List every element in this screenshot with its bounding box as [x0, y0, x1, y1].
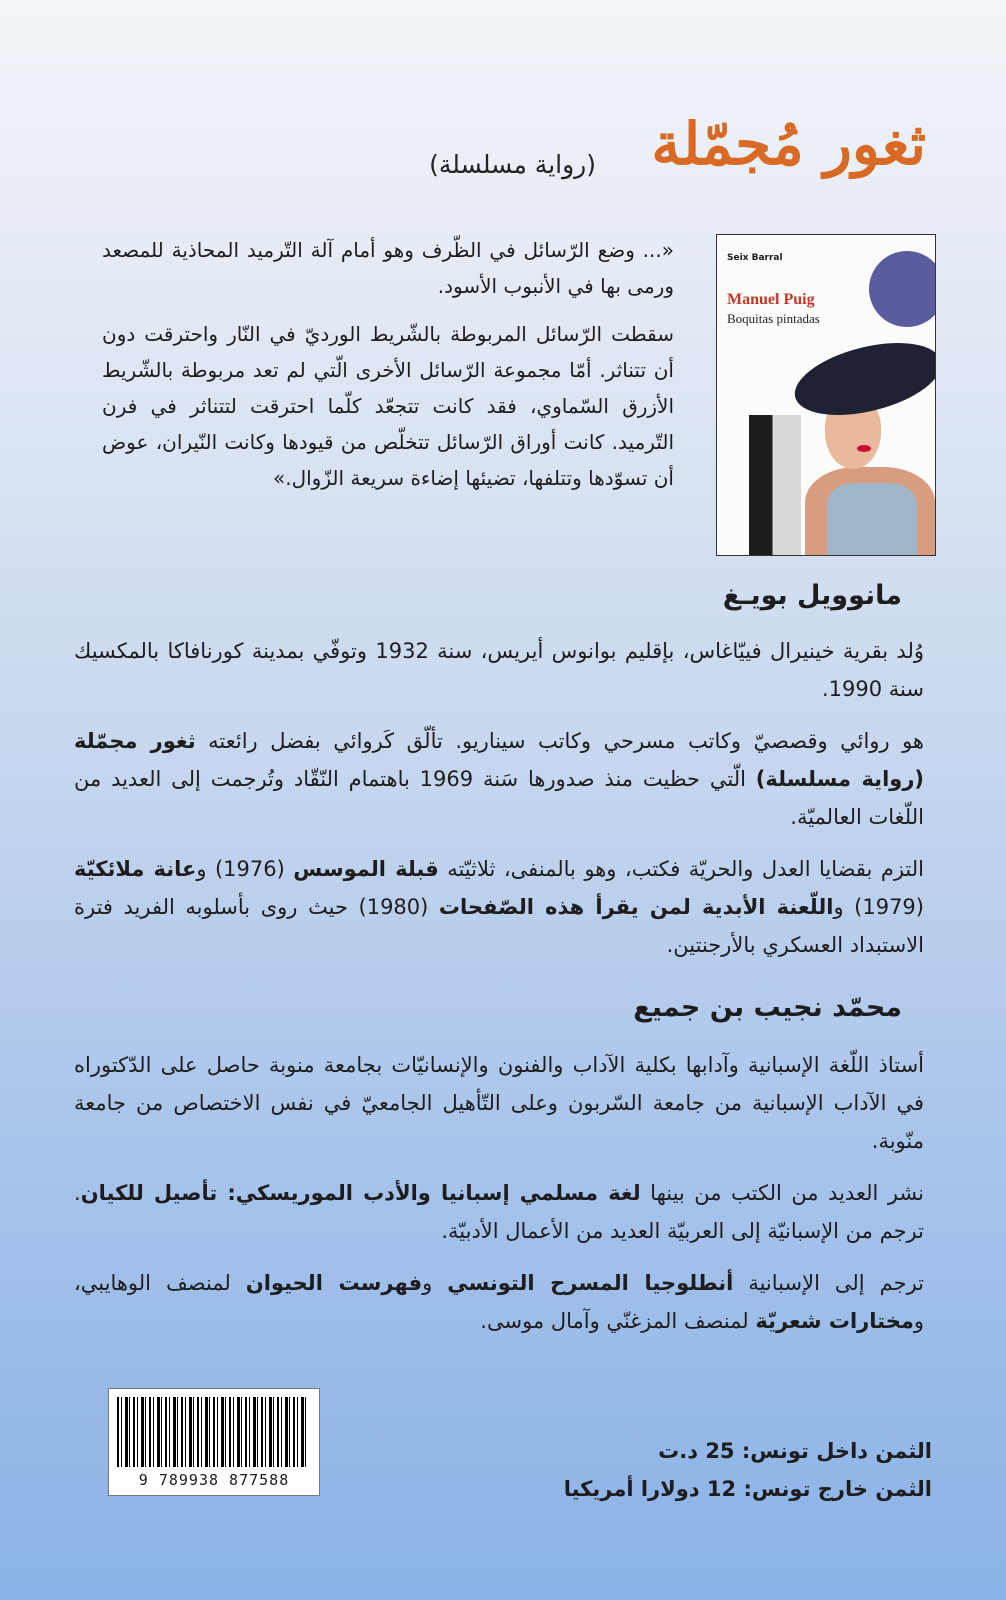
author-bio-paragraph-1: وُلد بقرية خينيرال فييّاغاس، بإقليم بوانوس أيريس، سنة 1932 وتوفّي بمدينة كورنافاكا بالمكسيك سنة 1990.	[74, 639, 924, 701]
translator-bio	[74, 1046, 924, 1354]
price-outside-tunisia: الثمن خارج تونس: 12 دولارا أمريكيا	[563, 1477, 932, 1501]
author-bio-paragraph-3: التزم بقضايا العدل والحريّة فكتب، وهو بالمنفى، ثلاثيّته قبلة الموسس (1976) وعانة ملائكيّة (1979) واللّعنة الأبدية لمن يقرأ هذه الصّفحات (1980) حيث روى بأسلوبه الفريد فترة الاستبداد العسكري بالأرجنتين.	[74, 857, 924, 957]
price-block	[564, 1432, 932, 1508]
cover-figure-lips	[857, 445, 871, 452]
translator-bio-paragraph-1: أستاذ اللّغة الإسبانية وآدابها بكلية الآداب والفنون والإنسانيّات بجامعة منوبة حاصل على الدّكتوراه في الآداب الإسبانية من جامعة السّربون وعلى التّأهيل الجامعيّ في نفس الاختصاص من جامعة منّوبة.	[74, 1053, 924, 1153]
cover-figure-dress	[827, 483, 917, 555]
cover-building-shape	[749, 415, 801, 555]
author-bio	[74, 632, 924, 978]
cover-publisher: Seix Barral	[727, 253, 783, 263]
translator-heading: محمّد نجيب بن جميع	[633, 992, 902, 1023]
excerpt-quote	[102, 232, 674, 508]
book-subtitle: (رواية مسلسلة)	[429, 150, 596, 179]
price-inside-tunisia: الثمن داخل تونس: 25 د.ت	[658, 1439, 932, 1463]
translator-bio-paragraph-2: نشر العديد من الكتب من بينها لغة مسلمي إسبانيا والأدب الموريسكي: تأصيل للكيان. ترجم من الإسبانيّة إلى العربيّة العديد من الأعمال الأدبيّة.	[74, 1181, 924, 1243]
quote-paragraph-2: سقطت الرّسائل المربوطة بالشّريط الورديّ في النّار واحترقت دون أن تتناثر. أمّا مجموعة الرّسائل الأخرى الّتي لم تعد مربوطة بالشّريط الأزرق السّماوي، فقد كانت تتجعّد كلّما احترقت لتتناثر في فرن التّرميد. كانت أوراق الرّسائل تتخلّص من قيودها وكانت النّيران، عوض أن تسوّدها وتتلفها، تضيئها إضاءة سريعة الزّوال.»	[102, 322, 674, 490]
book-title: ثغور مُجمّلة	[651, 110, 926, 178]
author-heading: مانوويل بويـغ	[722, 580, 902, 611]
author-bio-paragraph-2: هو روائي وقصصيّ وكاتب مسرحي وكاتب سيناريو. تألّق كَروائي بفضل رائعته ثغور مجمّلة (رواية مسلسلة) الّتي حظيت منذ صدورها سَنة 1969 باهتمام النّقّاد وتُرجمت إلى العديد من اللّغات العالميّة.	[74, 729, 925, 829]
translator-bio-paragraph-3: ترجم إلى الإسبانية أنطلوجيا المسرح التونسي وفهرست الحيوان لمنصف الوهايبي، ومختارات شعريّة لمنصف المزغنّي وآمال موسى.	[74, 1271, 925, 1333]
original-cover-image	[716, 234, 936, 556]
isbn-number: 9 789938 877588	[138, 1471, 290, 1489]
quote-paragraph-1: «... وضع الرّسائل في الظّرف وهو أمام آلة التّرميد المحاذية للمصعد ورمى بها في الأنبوب الأسود.	[102, 238, 674, 298]
barcode-bars	[117, 1397, 309, 1467]
title-block	[226, 110, 926, 200]
cover-title: Boquitas pintadas	[727, 311, 820, 326]
cover-circle-shape	[869, 251, 936, 327]
isbn-barcode	[108, 1388, 320, 1496]
cover-author: Manuel Puig	[727, 291, 815, 308]
